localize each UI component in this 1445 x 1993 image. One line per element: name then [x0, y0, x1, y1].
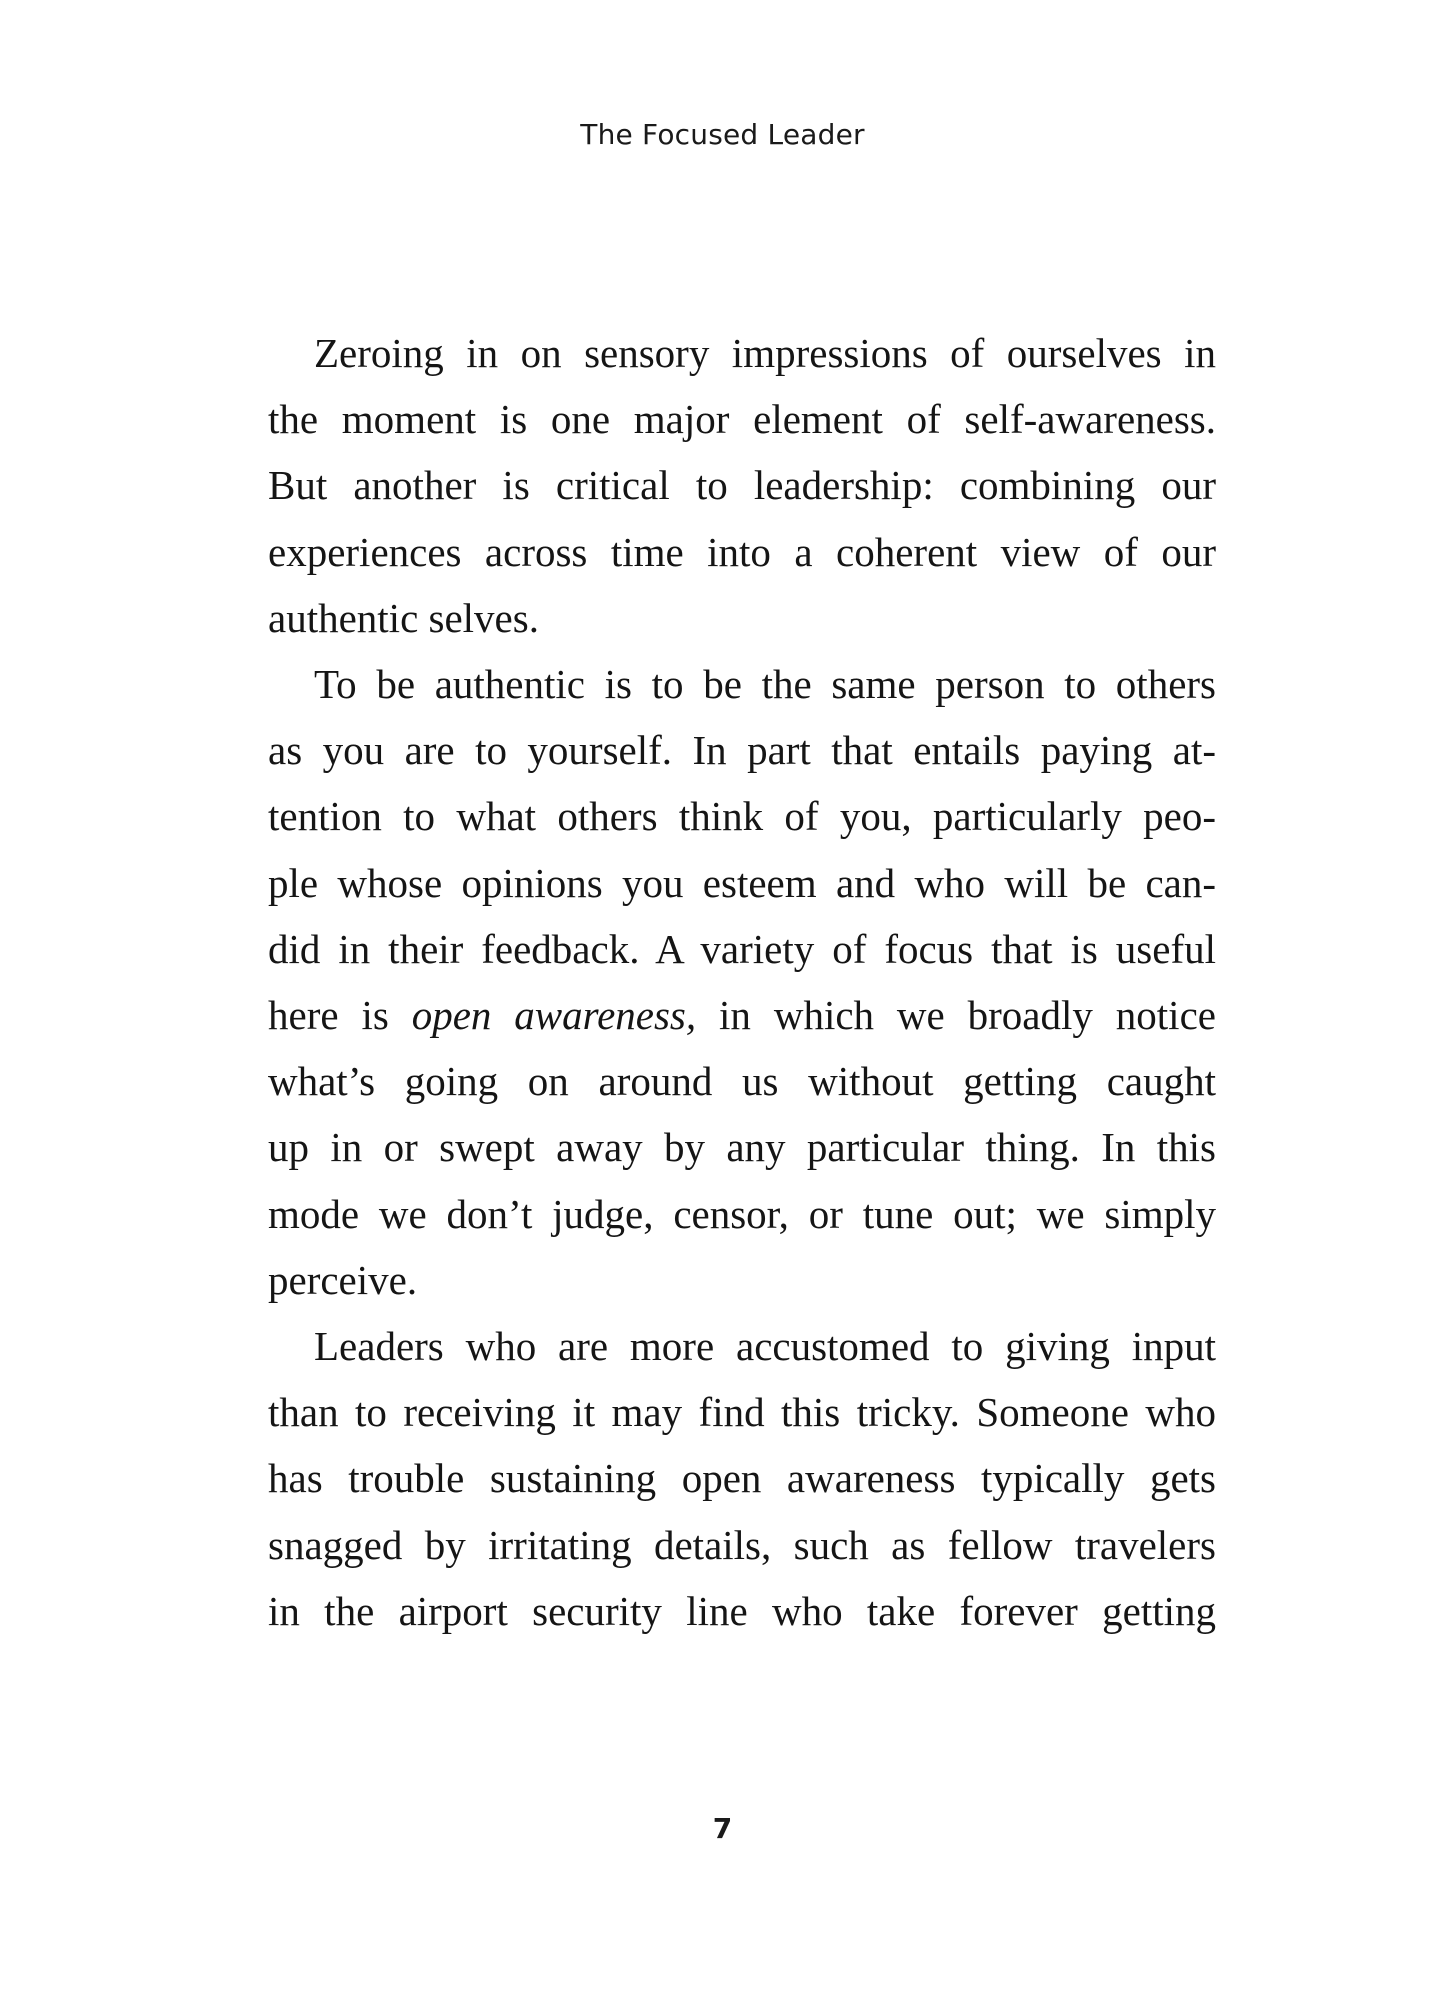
text-line: what’s going on around us without getting caught [268, 1058, 1216, 1105]
text-line-with-emphasis [268, 982, 1216, 1048]
running-head-title: The Focused Leader [580, 118, 865, 151]
text-line: To be authentic is to be the same person to others [314, 661, 1216, 708]
paragraph-3 [268, 1313, 1216, 1644]
text-line: mode we don’t judge, censor, or tune out; we simply [268, 1190, 1216, 1237]
text-line: did in their feedback. A variety of focus that is useful [268, 925, 1216, 972]
emphasized-term: open awareness, [411, 992, 697, 1039]
text-line: Leaders who are more accustomed to giving input [314, 1323, 1216, 1370]
text-line: tention to what others think of you, particularly peo- [268, 793, 1216, 840]
text-line: experiences across time into a coherent view of our [268, 528, 1216, 575]
text-line: as you are to yourself. In part that entails paying at- [268, 727, 1216, 774]
text-line: the moment is one major element of self-awareness. [268, 396, 1216, 443]
text-line: But another is critical to leadership: combining our [268, 462, 1216, 509]
page-number: 7 [712, 1812, 733, 1845]
text-line: Zeroing in on sensory impressions of ourselves in [314, 330, 1216, 376]
text-line: in the airport security line who take forever getting [268, 1587, 1216, 1634]
text-line: up in or swept away by any particular thing. In this [268, 1124, 1216, 1171]
paragraph-2 [268, 651, 1216, 1313]
text-line: than to receiving it may find this tricky. Someone who [268, 1389, 1216, 1436]
text-line: perceive. [268, 1256, 418, 1303]
text-line: ple whose opinions you esteem and who will be can- [268, 859, 1216, 906]
paragraph-1 [268, 320, 1216, 651]
line-segment: here is [268, 992, 412, 1039]
line-segment: in which we broadly notice [696, 992, 1216, 1039]
text-line: has trouble sustaining open awareness typically gets [268, 1455, 1216, 1502]
text-line: snagged by irritating details, such as fellow travelers [268, 1521, 1216, 1568]
body-text [268, 320, 1216, 1644]
text-line: authentic selves. [268, 594, 539, 641]
